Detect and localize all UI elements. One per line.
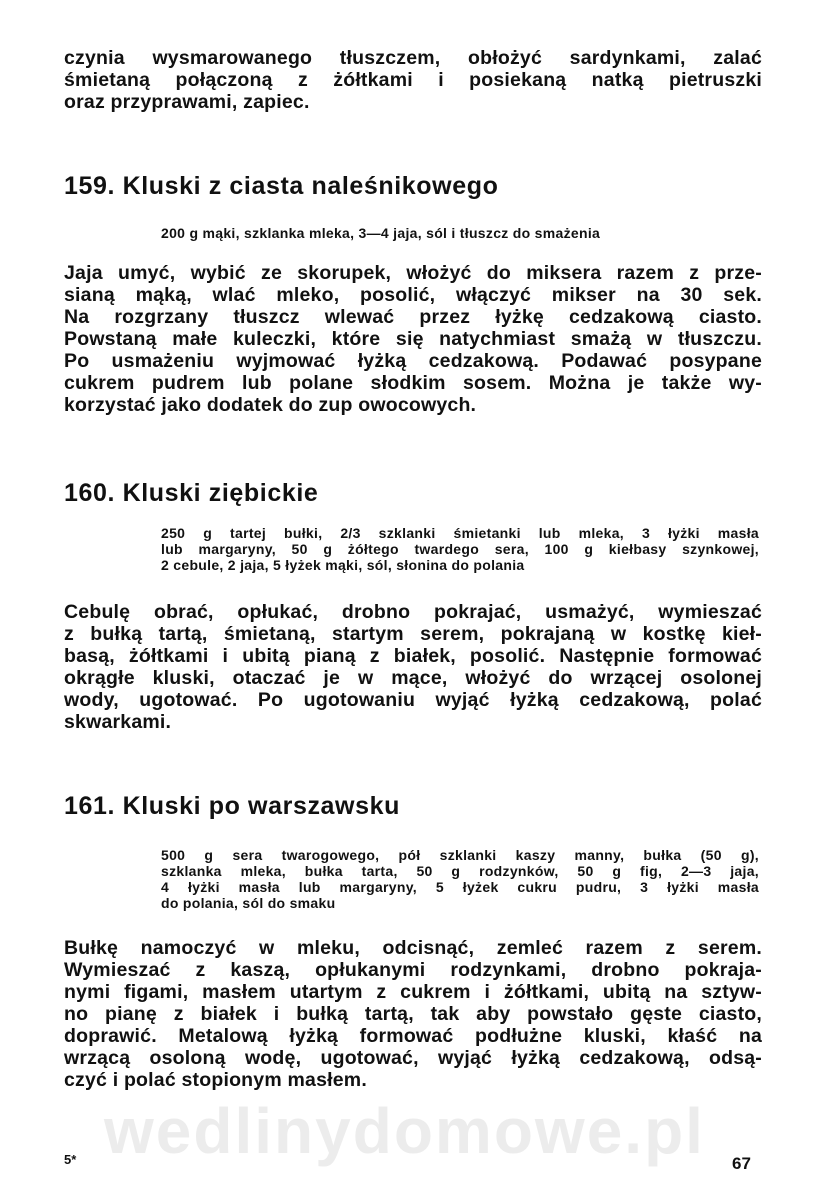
instruction-line: Jaja umyć, wybić ze skorupek, włożyć do miksera razem z prze- [64, 262, 762, 284]
watermark: wedlinydomowe.pl [104, 1095, 705, 1167]
instruction-line: Po usmażeniu wyjmować łyżką cedzakową. Podawać posypane [64, 350, 762, 372]
recipe-160-title: 160. Kluski ziębickie [64, 479, 319, 507]
instruction-line: sianą mąką, wlać mleko, posolić, włączyć mikser na 30 sek. [64, 284, 762, 306]
instruction-line: z bułką tartą, śmietaną, startym serem, pokrajaną w kostkę kieł- [64, 623, 762, 645]
instruction-line: czyć i polać stopionym masłem. [64, 1069, 367, 1091]
ingredients-line: 200 g mąki, szklanka mleka, 3—4 jaja, sól i tłuszcz do smażenia [161, 225, 601, 241]
ingredients-line: 2 cebule, 2 jaja, 5 łyżek mąki, sól, słonina do polania [161, 557, 525, 573]
recipe-161-ingredients [161, 847, 759, 911]
page-number: 67 [732, 1154, 751, 1173]
recipe-160-ingredients [161, 525, 759, 573]
recipe-160-instructions [64, 601, 762, 733]
instruction-line: nymi figami, masłem utartym z cukrem i żółtkami, ubitą na sztyw- [64, 981, 762, 1003]
instruction-line: Bułkę namoczyć w mleku, odcisnąć, zemleć razem z serem. [64, 937, 762, 959]
ingredients-line: 250 g tartej bułki, 2/3 szklanki śmietanki lub mleka, 3 łyżki masła [161, 525, 759, 541]
recipe-161-instructions [64, 937, 762, 1091]
instruction-line: wody, ugotować. Po ugotowaniu wyjąć łyżką cedzakową, polać [64, 689, 762, 711]
intro-line: oraz przyprawami, zapiec. [64, 91, 310, 113]
instruction-line: Wymieszać z kaszą, opłukanymi rodzynkami, drobno pokraja- [64, 959, 762, 981]
instruction-line: okrągłe kluski, otaczać je w mące, włożyć do wrzącej osolonej [64, 667, 762, 689]
instruction-line: Powstaną małe kuleczki, które się natychmiast smażą w tłuszczu. [64, 328, 762, 350]
instruction-line: Cebulę obrać, opłukać, drobno pokrajać, usmażyć, wymieszać [64, 601, 762, 623]
instruction-line: cukrem pudrem lub polane słodkim sosem. Można je także wy- [64, 372, 762, 394]
recipe-161-title: 161. Kluski po warszawsku [64, 792, 400, 820]
instruction-line: basą, żółtkami i ubitą pianą z białek, posolić. Następnie formować [64, 645, 762, 667]
ingredients-line: do polania, sól do smaku [161, 895, 336, 911]
instruction-line: Na rozgrzany tłuszcz wlewać przez łyżkę cedzakową ciasto. [64, 306, 762, 328]
signature-mark: 5* [64, 1152, 77, 1167]
ingredients-line: szklanka mleka, bułka tarta, 50 g rodzynków, 50 g fig, 2—3 jaja, [161, 863, 759, 879]
instruction-line: doprawić. Metalową łyżką formować podłużne kluski, kłaść na [64, 1025, 762, 1047]
intro-line: czynia wysmarowanego tłuszczem, obłożyć sardynkami, zalać [64, 47, 762, 69]
recipe-159-ingredients [161, 225, 759, 241]
intro-line: śmietaną połączoną z żółtkami i posiekaną natką pietruszki [64, 69, 762, 91]
recipe-159-instructions [64, 262, 762, 416]
intro-paragraph [64, 47, 762, 113]
ingredients-line: lub margaryny, 50 g żółtego twardego sera, 100 g kiełbasy szynkowej, [161, 541, 759, 557]
recipe-159-title: 159. Kluski z ciasta naleśnikowego [64, 172, 499, 200]
ingredients-line: 500 g sera twarogowego, pół szklanki kaszy manny, bułka (50 g), [161, 847, 759, 863]
instruction-line: wrzącą osoloną wodę, ugotować, wyjąć łyżką cedzakową, odsą- [64, 1047, 762, 1069]
instruction-line: no pianę z białek i bułką tartą, tak aby powstało gęste ciasto, [64, 1003, 762, 1025]
ingredients-line: 4 łyżki masła lub margaryny, 5 łyżek cukru pudru, 3 łyżki masła [161, 879, 759, 895]
instruction-line: korzystać jako dodatek do zup owocowych. [64, 394, 477, 416]
instruction-line: skwarkami. [64, 711, 172, 733]
